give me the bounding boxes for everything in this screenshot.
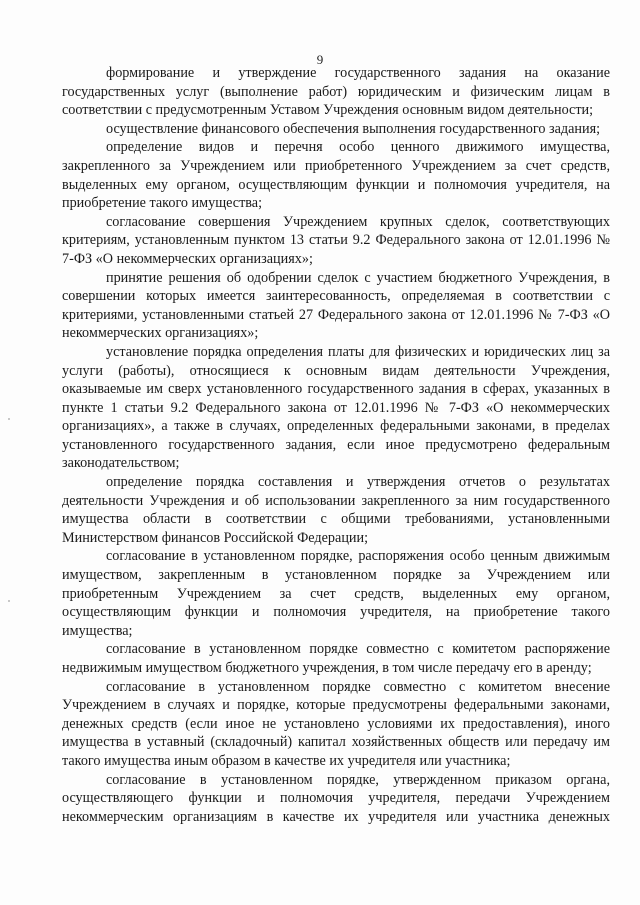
paragraph: согласование в установленном порядке совместно с комитетом распоряжение недвижимым имуществом бюджетного учреждения, в том числе передачу его в аренду; — [62, 641, 610, 676]
scan-artifact — [8, 600, 10, 602]
document-body — [62, 64, 610, 826]
paragraph: формирование и утверждение государственного задания на оказание государственных услуг (выполнение работ) юридическим и физическим лицам в соответствии с предусмотренным Уставом Учреждения основным видом деятельности; — [62, 65, 610, 119]
paragraph: определение порядка составления и утверждения отчетов о результатах деятельности Учреждения и об использовании закрепленного за ним государственного имущества области в соответствии с общими требованиями, установленными Министерством финансов Российской Федерации; — [62, 474, 610, 546]
paragraph: принятие решения об одобрении сделок с участием бюджетного Учреждения, в совершении которых имеется заинтересованность, определяемая в соответствии с критериями, установленными статьей 27 Федерального закона от 12.01.1996 № 7-ФЗ «О некоммерческих организациях»; — [62, 269, 610, 342]
paragraph: согласование в установленном порядке, утвержденном приказом органа, осуществляющего функции и полномочия учредителя, передачи Учреждением некоммерческим организациям в качестве их учредителя или участника денежных — [62, 771, 610, 825]
paragraph: определение видов и перечня особо ценного движимого имущества, закрепленного за Учреждением или приобретенного Учреждением за счет средств, выделенных ему органом, осуществляющим функции и полномочия учредителя, на приобретение такого имущества; — [62, 139, 610, 212]
paragraph: согласование в установленном порядке, распоряжения особо ценным движимым имуществом, закрепленным в установленном порядке за Учреждением или приобретенным Учреждением за счет средств, выделенных ему органом, осуществляющим функции и полномочия учредителя, на приобретение такого имущества; — [62, 548, 610, 639]
paragraph: согласование в установленном порядке совместно с комитетом внесение Учреждением в случаях и порядке, которые предусмотрены федеральными законами, денежных средств (если иное не установлено условиями их предоставления), иного имущества в уставный (складочный) капитал хозяйственных обществ или передачу им такого имущества иным образом в качестве их учредителя или участника; — [62, 678, 610, 769]
paragraph: осуществление финансового обеспечения выполнения государственного задания; — [106, 120, 601, 137]
paragraph: согласование совершения Учреждением крупных сделок, соответствующих критериям, установленным пунктом 13 статьи 9.2 Федерального закона от 12.01.1996 № 7-ФЗ «О некоммерческих организациях»; — [62, 213, 610, 267]
paragraph: установление порядка определения платы для физических и юридических лиц за услуги (работы), относящиеся к основным видам деятельности Учреждения, оказываемые им сверх установленного государственного задания в сферах, указанных в пункте 1 статьи 9.2 Федерального закона от 12.01.1996 № 7-ФЗ «О некоммерческих организациях», а также в случаях, определенных федеральными законами, в пределах установленного государственного задания, если иное предусмотрено федеральным законодательством; — [62, 343, 610, 472]
scan-artifact — [8, 418, 10, 420]
page-number: 9 — [316, 52, 324, 67]
